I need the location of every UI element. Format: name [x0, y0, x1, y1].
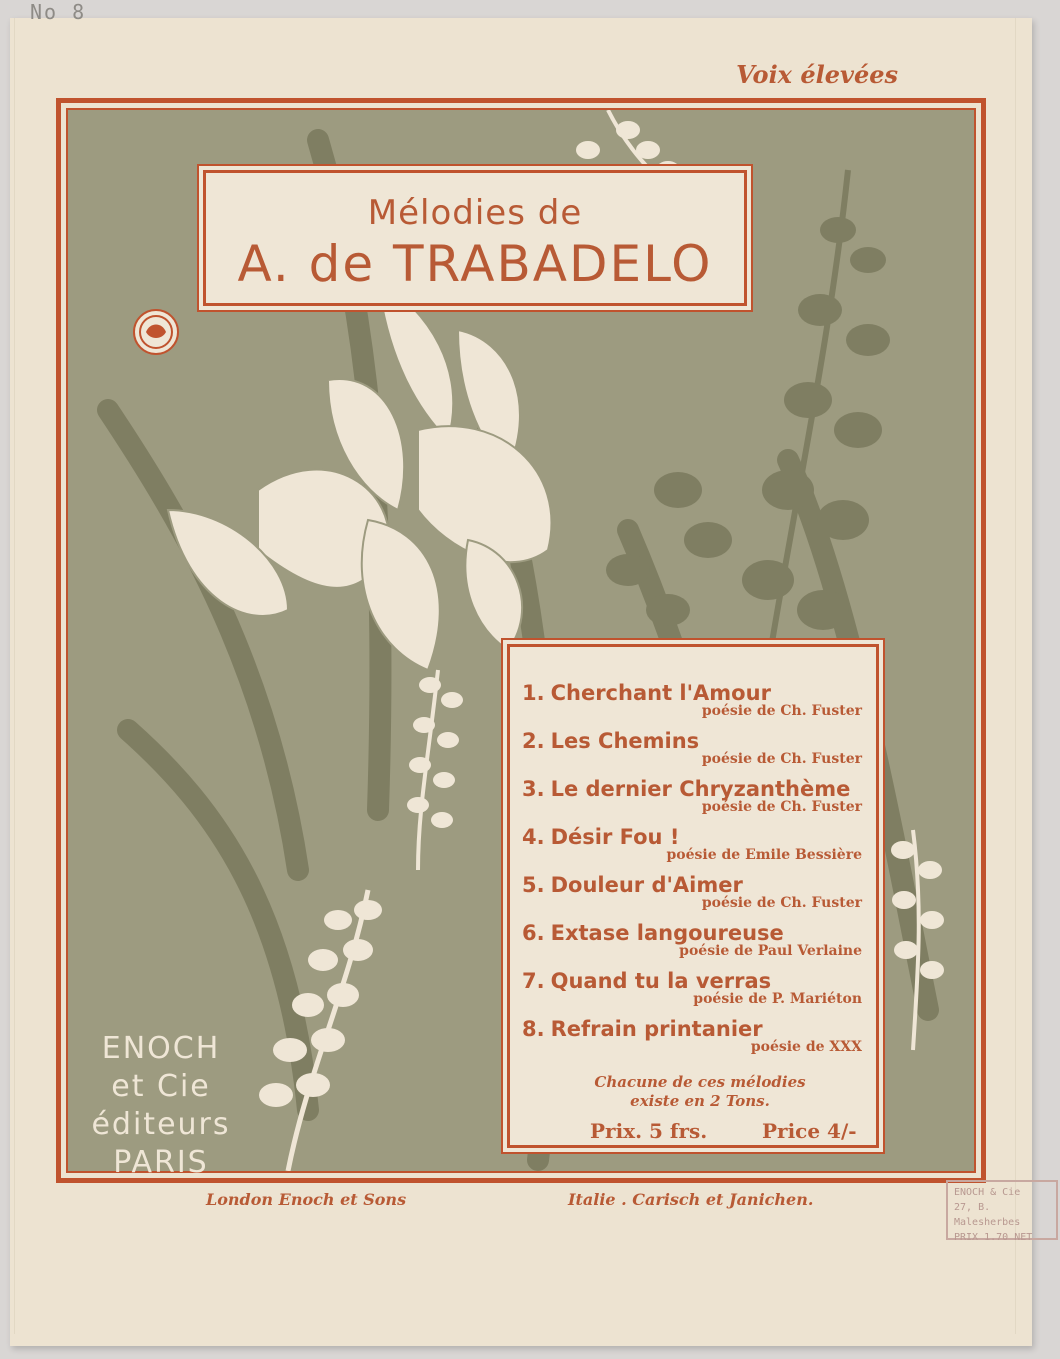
song-title: [522, 777, 862, 801]
song-title-text: Refrain printanier: [550, 1017, 763, 1041]
song-title-text: Cherchant l'Amour: [550, 681, 771, 705]
composer-name: A. de TRABADELO: [237, 235, 713, 293]
song-title-text: Les Chemins: [550, 729, 700, 753]
song-title-text: Désir Fou !: [550, 825, 680, 849]
song-item: [522, 777, 862, 815]
song-item: [522, 969, 862, 1007]
stamp-line3: PRIX 1.70 NET: [954, 1232, 1033, 1243]
song-poet: poésie de Paul Verlaine: [679, 943, 862, 959]
monogram-emblem: [134, 310, 178, 354]
price-shillings: Price 4/-: [762, 1119, 857, 1143]
versions-note: [540, 1073, 860, 1111]
song-poet: poésie de Ch. Fuster: [701, 703, 862, 719]
song-poet: poésie de Ch. Fuster: [701, 799, 862, 815]
stamp-line1: ENOCH & Cie: [954, 1187, 1021, 1198]
song-number: 4.: [522, 825, 545, 849]
song-title: [522, 921, 862, 945]
song-title-text: Douleur d'Aimer: [550, 873, 743, 897]
song-number: 8.: [522, 1017, 545, 1041]
versions-note-line1: Chacune de ces mélodies: [594, 1073, 806, 1091]
fern-white-left: [259, 670, 463, 1171]
song-item: [522, 921, 862, 959]
song-number: 1.: [522, 681, 545, 705]
publisher-line4: PARIS: [113, 1145, 209, 1180]
footer-london: London Enoch et Sons: [206, 1190, 407, 1209]
song-title: [522, 825, 862, 849]
song-title-text: Le dernier Chryzanthème: [550, 777, 851, 801]
song-title: [522, 729, 862, 753]
song-poet: poésie de Ch. Fuster: [701, 895, 862, 911]
publisher-line2: et Cie: [111, 1069, 211, 1104]
song-item: [522, 729, 862, 767]
versions-note-line2: existe en 2 Tons.: [630, 1092, 770, 1110]
song-item: [522, 681, 862, 719]
song-poet: poésie de XXX: [750, 1039, 862, 1055]
voice-type: Voix élevées: [736, 60, 898, 89]
song-poet: poésie de Ch. Fuster: [701, 751, 862, 767]
song-item: [522, 1017, 862, 1055]
publisher-mark: [86, 1030, 236, 1182]
price-stamp: [946, 1180, 1058, 1243]
title-box: [203, 170, 747, 306]
song-title: [522, 681, 862, 705]
song-item: [522, 873, 862, 911]
song-item: [522, 825, 862, 863]
publisher-line3: éditeurs: [91, 1107, 231, 1142]
song-list-box: [507, 644, 879, 1148]
price-francs: Prix. 5 frs.: [590, 1119, 708, 1143]
title-line1: Mélodies de: [367, 193, 583, 233]
song-number: 3.: [522, 777, 545, 801]
song-title-text: Extase langoureuse: [550, 921, 784, 945]
song-number: 6.: [522, 921, 545, 945]
song-number: 7.: [522, 969, 545, 993]
song-title-text: Quand tu la verras: [550, 969, 772, 993]
song-poet: poésie de Emile Bessière: [666, 847, 862, 863]
song-number: 5.: [522, 873, 545, 897]
footer-italy: Italie . Carisch et Janichen.: [568, 1190, 814, 1209]
plate-number: No 8: [30, 0, 87, 24]
song-title: [522, 873, 862, 897]
publisher-line1: ENOCH: [101, 1031, 221, 1066]
song-title: [522, 1017, 862, 1041]
song-title: [522, 969, 862, 993]
stamp-line2: 27, B. Malesherbes: [954, 1202, 1021, 1228]
song-poet: poésie de P. Mariéton: [693, 991, 862, 1007]
song-number: 2.: [522, 729, 545, 753]
